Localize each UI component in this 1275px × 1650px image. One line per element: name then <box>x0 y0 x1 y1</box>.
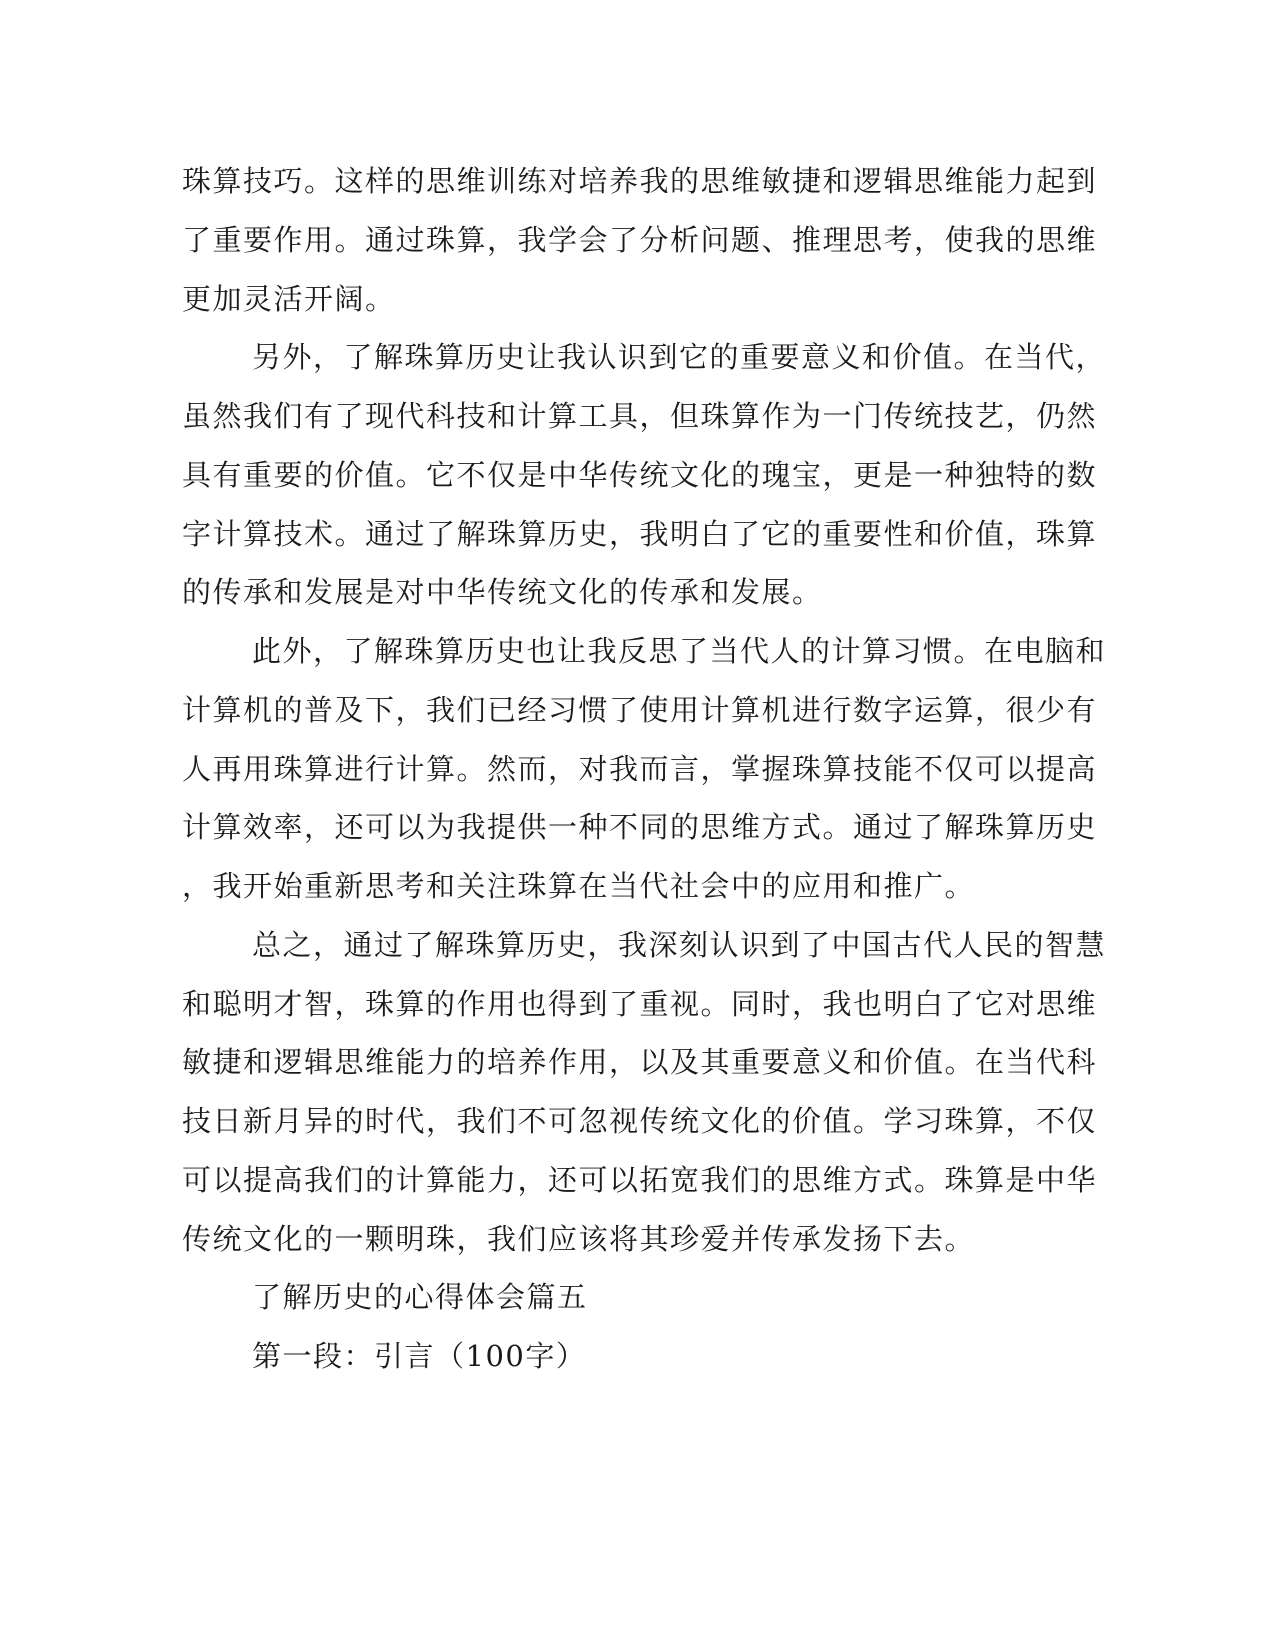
text-line: 可以提高我们的计算能力，还可以拓宽我们的思维方式。珠算是中华 <box>182 1163 1098 1197</box>
text-line: 了重要作用。通过珠算，我学会了分析问题、推理思考，使我的思维 <box>182 223 1098 257</box>
text-line: 珠算技巧。这样的思维训练对培养我的思维敏捷和逻辑思维能力起到 <box>182 164 1098 198</box>
text-line: 虽然我们有了现代科技和计算工具，但珠算作为一门传统技艺，仍然 <box>182 399 1098 433</box>
paragraph-start-line: 此外，了解珠算历史也让我反思了当代人的计算习惯。在电脑和 <box>252 634 1107 668</box>
text-line: 技日新月异的时代，我们不可忽视传统文化的价值。学习珠算，不仅 <box>182 1104 1098 1138</box>
paragraph-start-line: 另外，了解珠算历史让我认识到它的重要意义和价值。在当代， <box>252 340 1107 374</box>
paragraph-start-line: 总之，通过了解珠算历史，我深刻认识到了中国古代人民的智慧 <box>252 928 1107 962</box>
text-line: 字计算技术。通过了解珠算历史，我明白了它的重要性和价值，珠算 <box>182 517 1098 551</box>
text-line: 更加灵活开阔。 <box>182 282 396 316</box>
text-line: ，我开始重新思考和关注珠算在当代社会中的应用和推广。 <box>182 869 976 903</box>
text-line: 传统文化的一颗明珠，我们应该将其珍爱并传承发扬下去。 <box>182 1222 976 1256</box>
text-line: 和聪明才智，珠算的作用也得到了重视。同时，我也明白了它对思维 <box>182 987 1098 1021</box>
text-line: 的传承和发展是对中华传统文化的传承和发展。 <box>182 575 823 609</box>
subsection-heading: 第一段：引言（100字） <box>252 1339 587 1373</box>
text-line: 具有重要的价值。它不仅是中华传统文化的瑰宝，更是一种独特的数 <box>182 458 1098 492</box>
text-line: 计算效率，还可以为我提供一种不同的思维方式。通过了解珠算历史 <box>182 810 1098 844</box>
text-line: 计算机的普及下，我们已经习惯了使用计算机进行数字运算，很少有 <box>182 693 1098 727</box>
section-heading: 了解历史的心得体会篇五 <box>252 1280 588 1314</box>
text-line: 人再用珠算进行计算。然而，对我而言，掌握珠算技能不仅可以提高 <box>182 752 1098 786</box>
text-line: 敏捷和逻辑思维能力的培养作用，以及其重要意义和价值。在当代科 <box>182 1045 1098 1079</box>
